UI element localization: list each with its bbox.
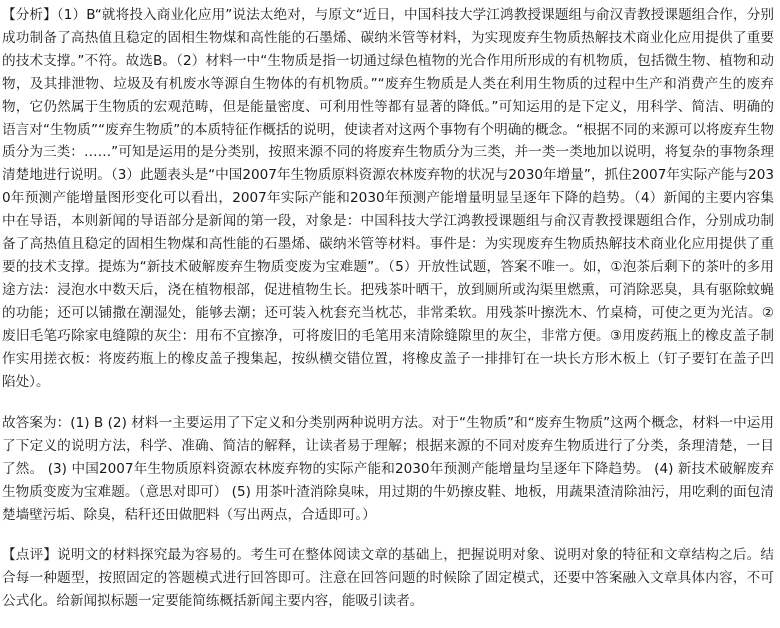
comment-text: 说明文的材料探究最为容易的。考生可在整体阅读文章的基础上，把握说明对象、说明对象的特征和文章结构之后。结合每一种题型，按照固定的答题模式进行回答即可。注意在回答问题的时候除了固定模式，还要中答案融入文章具体内容，不可公式化。给新闻拟标题一定要能简练概括新闻主要内容，能吸引读者。 [2, 546, 775, 609]
answer-text: (1) B (2) 材料一主要运用了下定义和分类别两种说明方法。对于“生物质”和“废弃生物质”这两个概念，材料一中运用了下定义的说明方法，科学、准确、简洁的解释，让读者易于理解；根据来源的不同对废弃生物质进行了分类，条理清楚，一目了然。 (3) 中国2007年生物质原料资源农林废弃物的实际产能和2030年预测产能增量均呈逐年下降趋势。 (4) 新技术破解废弃生物质变废为宝难题。（意思对即可） (5) 用茶叶渣消除臭味，用过期的牛奶擦皮鞋、地板，用蔬果渣清除油污，用吃剩的面包清楚墙壁污垢、除臭，秸秆还田做肥料（写出两点，合适即可。） [2, 415, 775, 524]
comment-label: 【点评】 [2, 546, 58, 563]
answer-section [2, 412, 774, 527]
analysis-section [2, 4, 774, 393]
comment-section [2, 544, 774, 613]
analysis-label: 【分析】 [2, 7, 57, 23]
answer-label: 故答案为： [2, 415, 71, 432]
analysis-text: （1）B“就将投入商业化应用”说法太绝对，与原文“近日，中国科技大学江鸿教授课题组与俞汉青教授课题组合作，分别成功制备了高热值且稳定的固相生物煤和高性能的石墨烯、碳纳米管等材料，为实现废弃生物质热解技术商业化应用提供了重要的技术支撑。”不符。故选B。（2）材料一中“生物质是指一切通过绿色植物的光合作用所形成的有机物质，包括微生物、植物和动物，及其排泄物、垃圾及有机废水等源自生物体的有机物质。”“废弃生物质是人类在利用生物质的过程中生产和消费产生的废弃物，它仍然属于生物质的宏观范畴，但是能量密度、可利用性等都有显著的降低。”可知运用的是下定义，用科学、简洁、明确的语言对“生物质”“废弃生物质”的本质特征作概括的说明，使读者对这两个事物有个明确的概念。“根据不同的来源可以将废弃生物质分为三类：……”可知是运用的是分类别，按照来源不同的将废弃生物质分为三类，并一类一类地加以说明，将复杂的事物条理清楚地进行说明。（3）此题表头是“中国2007年生物质原料资源农林废弃物的状况与2030年增量”，抓住2007年实际产能与2030年预测产能增量图形变化可以看出，2007年实际产能和2030年预测产能增量明显呈逐年下降的趋势。（4）新闻的主要内容集中在导语，本则新闻的导语部分是新闻的第一段，对象是：中国科技大学江鸿教授课题组与俞汉青教授课题组合作，分别成功制备了高热值且稳定的固相生物煤和高性能的石墨烯、碳纳米管等材料。事件是：为实现废弃生物质热解技术商业化应用提供了重要的技术支撑。提炼为“新技术破解废弃生物质变废为宝难题”。（5）开放性试题，答案不唯一。如，①泡茶后剩下的茶叶的多用途方法：浸泡水中数天后，浇在植物根部，促进植物生长。把残茶叶晒干，放到厕所或沟渠里燃熏，可消除恶臭，具有驱除蚊蝇的功能；还可以铺撒在潮湿处，能够去潮；还可装入枕套充当枕芯，非常柔软。用残茶叶擦洗木、竹桌椅，可使之更为光洁。②废旧毛笔巧除家电缝隙的灰尘：用布不宜擦净，可将废旧的毛笔用来清除缝隙里的灰尘，非常方便。③用废药瓶上的橡皮盖子制作实用搓衣板：将废药瓶上的橡皮盖子搜集起，按纵横交错位置，将橡皮盖子一排排钉在一块长方形木板上（钉子要钉在盖子凹陷处）。 [2, 7, 774, 390]
